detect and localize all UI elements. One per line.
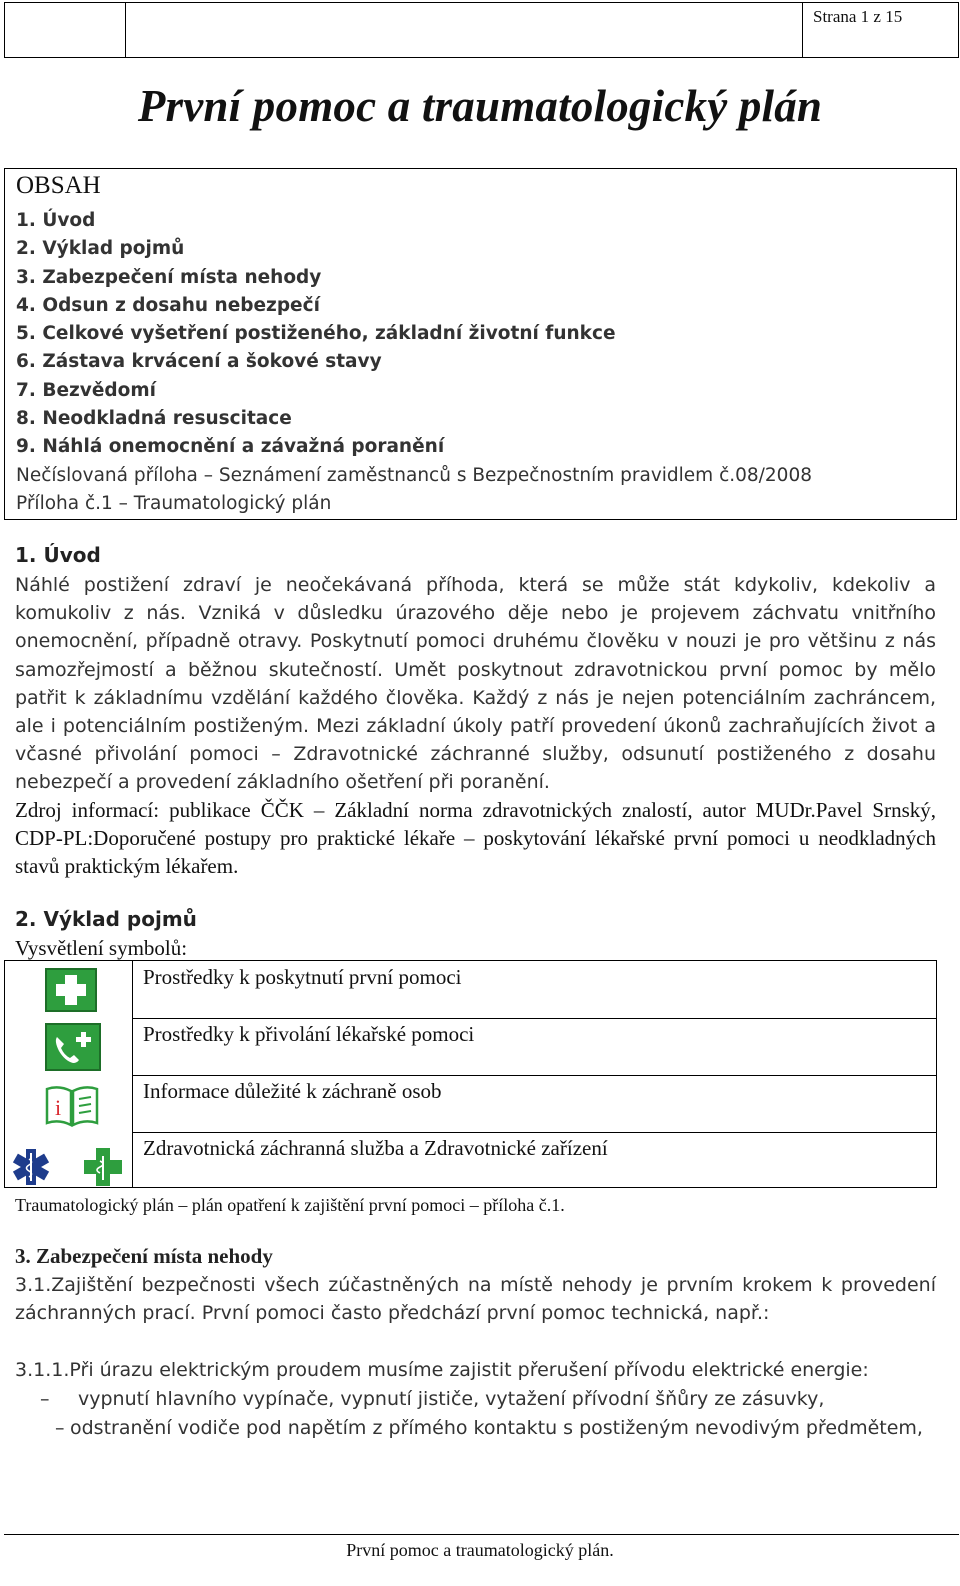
symbol-label: Zdravotnická záchranná služba a Zdravotnické zařízení (143, 1136, 608, 1160)
symbol-label: Informace důležité k záchraně osob (143, 1079, 442, 1103)
document-title: První pomoc a traumatologický plán (137, 81, 823, 131)
symbols-table (4, 960, 937, 1188)
safety-paragraph: 3.1.Zajištění bezpečnosti všech zúčastněných na místě nehody je prvním krokem k provedení záchranných prací. První pomoci často předchází první pomoc technická, např.: (15, 1274, 936, 1325)
traumatology-plan-note: Traumatologický plán – plán opatření k zajištění první pomoci – příloha č.1. (15, 1195, 565, 1215)
info-book-icon (43, 1081, 101, 1134)
header-cell-right (802, 3, 958, 57)
electric-injury-paragraph: 3.1.1.Při úrazu elektrickým proudem musíme zajistit přerušení přívodu elektrické energie: (15, 1359, 869, 1381)
section-heading-intro: 1. Úvod (15, 543, 101, 567)
toc-list (16, 207, 812, 518)
table-of-contents (4, 168, 957, 520)
toc-item[interactable]: 5. Celkové vyšetření postiženého, základní životní funkce (16, 323, 616, 345)
section-heading-terms: 2. Výklad pojmů (15, 907, 197, 931)
toc-item[interactable]: 8. Neodkladná resuscitace (16, 408, 292, 430)
table-divider (132, 1018, 937, 1019)
toc-item-appendix[interactable]: Nečíslovaná příloha – Seznámení zaměstnanců s Bezpečnostním pravidlem č.08/2008 (16, 464, 812, 486)
svg-text:i: i (55, 1095, 62, 1120)
toc-item[interactable]: 3. Zabezpečení místa nehody (16, 266, 322, 288)
source-paragraph: Zdroj informací: publikace ČČK – Základní norma zdravotnických znalostí, autor MUDr.Pavel Srnský, CDP-PL:Doporučené postupy pro praktické lékaře – poskytování lékařské první pomoci u neodkladných stavů praktickým lékařem. (15, 798, 936, 879)
symbols-subheading: Vysvětlení symbolů: (15, 936, 188, 960)
toc-item[interactable]: 1. Úvod (16, 210, 96, 231)
star-of-life-icon (9, 1147, 53, 1192)
bullet-item: odstranění vodiče pod napětím z přímého kontaktu s postiženým nevodivým předmětem, (70, 1417, 923, 1439)
symbol-label: Prostředky k přivolání lékařské pomoci (143, 1022, 475, 1046)
symbol-label: Prostředky k poskytnutí první pomoci (143, 965, 462, 989)
bullet-item: vypnutí hlavního vypínače, vypnutí jističe, vytažení přívodní šňůry ze zásuvky, (78, 1388, 825, 1410)
phone-plus-icon (45, 1023, 101, 1076)
toc-item[interactable]: 6. Zástava krvácení a šokové stavy (16, 351, 382, 373)
table-divider (132, 1075, 937, 1076)
section-heading-safety: 3. Zabezpečení místa nehody (15, 1244, 273, 1268)
intro-paragraph: Náhlé postižení zdraví je neočekávaná příhoda, která se může stát kdykoliv, kdekoliv a komukoliv z nás. Vzniká v důsledku úrazového děje nebo je projevem záchvatu vnitřního onemocnění, případně otravy. Poskytnutí pomoci druhému člověku v nouzi je pro většinu z nás samozřejmostí a běžnou skutečností. Umět poskytnout zdravotnickou první pomoc by mělo patřit k základnímu vzdělání každého člověka. Každý z nás je nejen potenciálním zachráncem, ale i potenciálním postiženým. Mezi základní úkoly patří provedení úkonů zachraňujících život a včasné přivolání pomoci – Zdravotnické záchranné služby, odsunutí postiženého z dosahu nebezpečí a provedení základního ošetření při poranění. (15, 574, 936, 794)
dash-bullet: – (40, 1388, 50, 1410)
toc-item[interactable]: 4. Odsun z dosahu nebezpečí (16, 294, 320, 316)
page-header (4, 2, 959, 58)
footer-divider (4, 1534, 959, 1535)
dash-bullet: – (55, 1417, 65, 1439)
first-aid-cross-icon (45, 968, 97, 1017)
header-cell-left (5, 3, 126, 57)
toc-item[interactable]: 7. Bezvědomí (16, 379, 156, 401)
page-footer: První pomoc a traumatologický plán. (346, 1540, 614, 1560)
toc-item[interactable]: 2. Výklad pojmů (16, 238, 185, 260)
table-divider (132, 1132, 937, 1133)
medical-facility-cross-icon (83, 1147, 123, 1192)
page-number-label: Strana 1 z 15 (813, 7, 903, 26)
table-divider (132, 961, 133, 1187)
toc-item[interactable]: 9. Náhlá onemocnění a závažná poranění (16, 436, 445, 458)
toc-heading: OBSAH (16, 172, 101, 199)
toc-item-appendix[interactable]: Příloha č.1 – Traumatologický plán (16, 492, 332, 514)
